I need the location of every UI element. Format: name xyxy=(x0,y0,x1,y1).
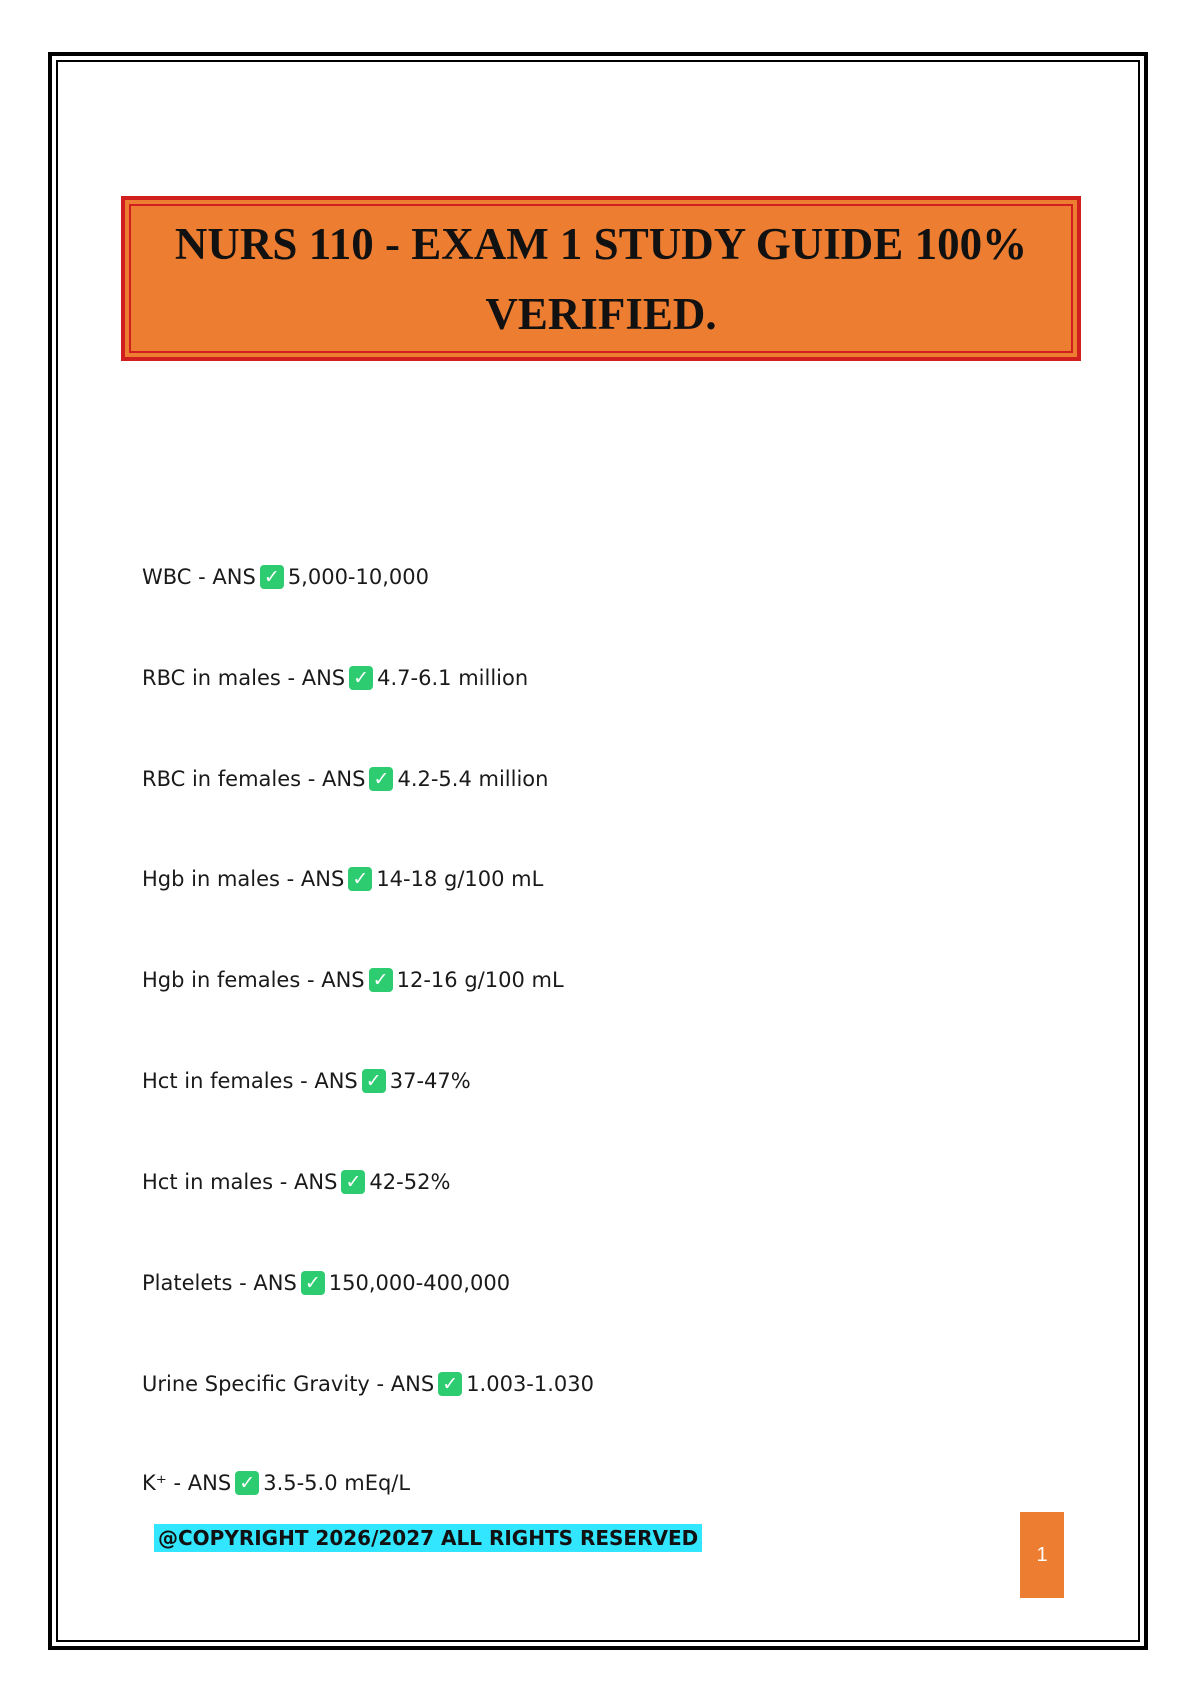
question-text: Hct in males - ANS xyxy=(142,1170,338,1194)
question-text: K⁺ - ANS xyxy=(142,1471,232,1495)
answer-text: 150,000-400,000 xyxy=(328,1271,511,1295)
qa-item xyxy=(142,1064,471,1098)
check-mark-icon: ✓ xyxy=(341,1170,365,1194)
qa-item xyxy=(142,963,564,997)
qa-item xyxy=(142,862,543,896)
answer-text: 1.003-1.030 xyxy=(466,1372,595,1396)
qa-item xyxy=(142,1266,510,1300)
answer-text: 5,000-10,000 xyxy=(287,565,429,589)
qa-item xyxy=(142,661,528,695)
question-text: WBC - ANS xyxy=(142,565,256,589)
question-text: Platelets - ANS xyxy=(142,1271,297,1295)
question-text: Hgb in females - ANS xyxy=(142,968,365,992)
check-mark-icon: ✓ xyxy=(235,1471,259,1495)
qa-item xyxy=(142,1367,594,1401)
qa-item xyxy=(142,1466,410,1500)
check-mark-icon: ✓ xyxy=(369,767,393,791)
question-text: RBC in females - ANS xyxy=(142,767,366,791)
question-text: Hgb in males - ANS xyxy=(142,867,345,891)
answer-text: 42-52% xyxy=(369,1170,451,1194)
check-mark-icon: ✓ xyxy=(260,565,284,589)
qa-item xyxy=(142,1165,450,1199)
answer-text: 3.5-5.0 mEq/L xyxy=(263,1471,411,1495)
check-mark-icon: ✓ xyxy=(301,1271,325,1295)
qa-item xyxy=(142,762,548,796)
check-mark-icon: ✓ xyxy=(348,867,372,891)
page-number: 1 xyxy=(1020,1512,1064,1598)
question-text: RBC in males - ANS xyxy=(142,666,346,690)
question-text: Urine Specific Gravity - ANS xyxy=(142,1372,435,1396)
answer-text: 14-18 g/100 mL xyxy=(376,867,544,891)
qa-item xyxy=(142,560,429,594)
answer-text: 4.2-5.4 million xyxy=(397,767,549,791)
answer-text: 4.7-6.1 million xyxy=(377,666,529,690)
page-title: NURS 110 - EXAM 1 STUDY GUIDE 100% VERIFIED. xyxy=(174,218,1028,339)
copyright-notice: @COPYRIGHT 2026/2027 ALL RIGHTS RESERVED xyxy=(154,1524,702,1552)
answer-text: 37-47% xyxy=(389,1069,471,1093)
check-mark-icon: ✓ xyxy=(362,1069,386,1093)
answer-text: 12-16 g/100 mL xyxy=(396,968,564,992)
check-mark-icon: ✓ xyxy=(369,968,393,992)
check-mark-icon: ✓ xyxy=(438,1372,462,1396)
check-mark-icon: ✓ xyxy=(349,666,373,690)
title-banner xyxy=(121,196,1081,361)
question-text: Hct in females - ANS xyxy=(142,1069,358,1093)
